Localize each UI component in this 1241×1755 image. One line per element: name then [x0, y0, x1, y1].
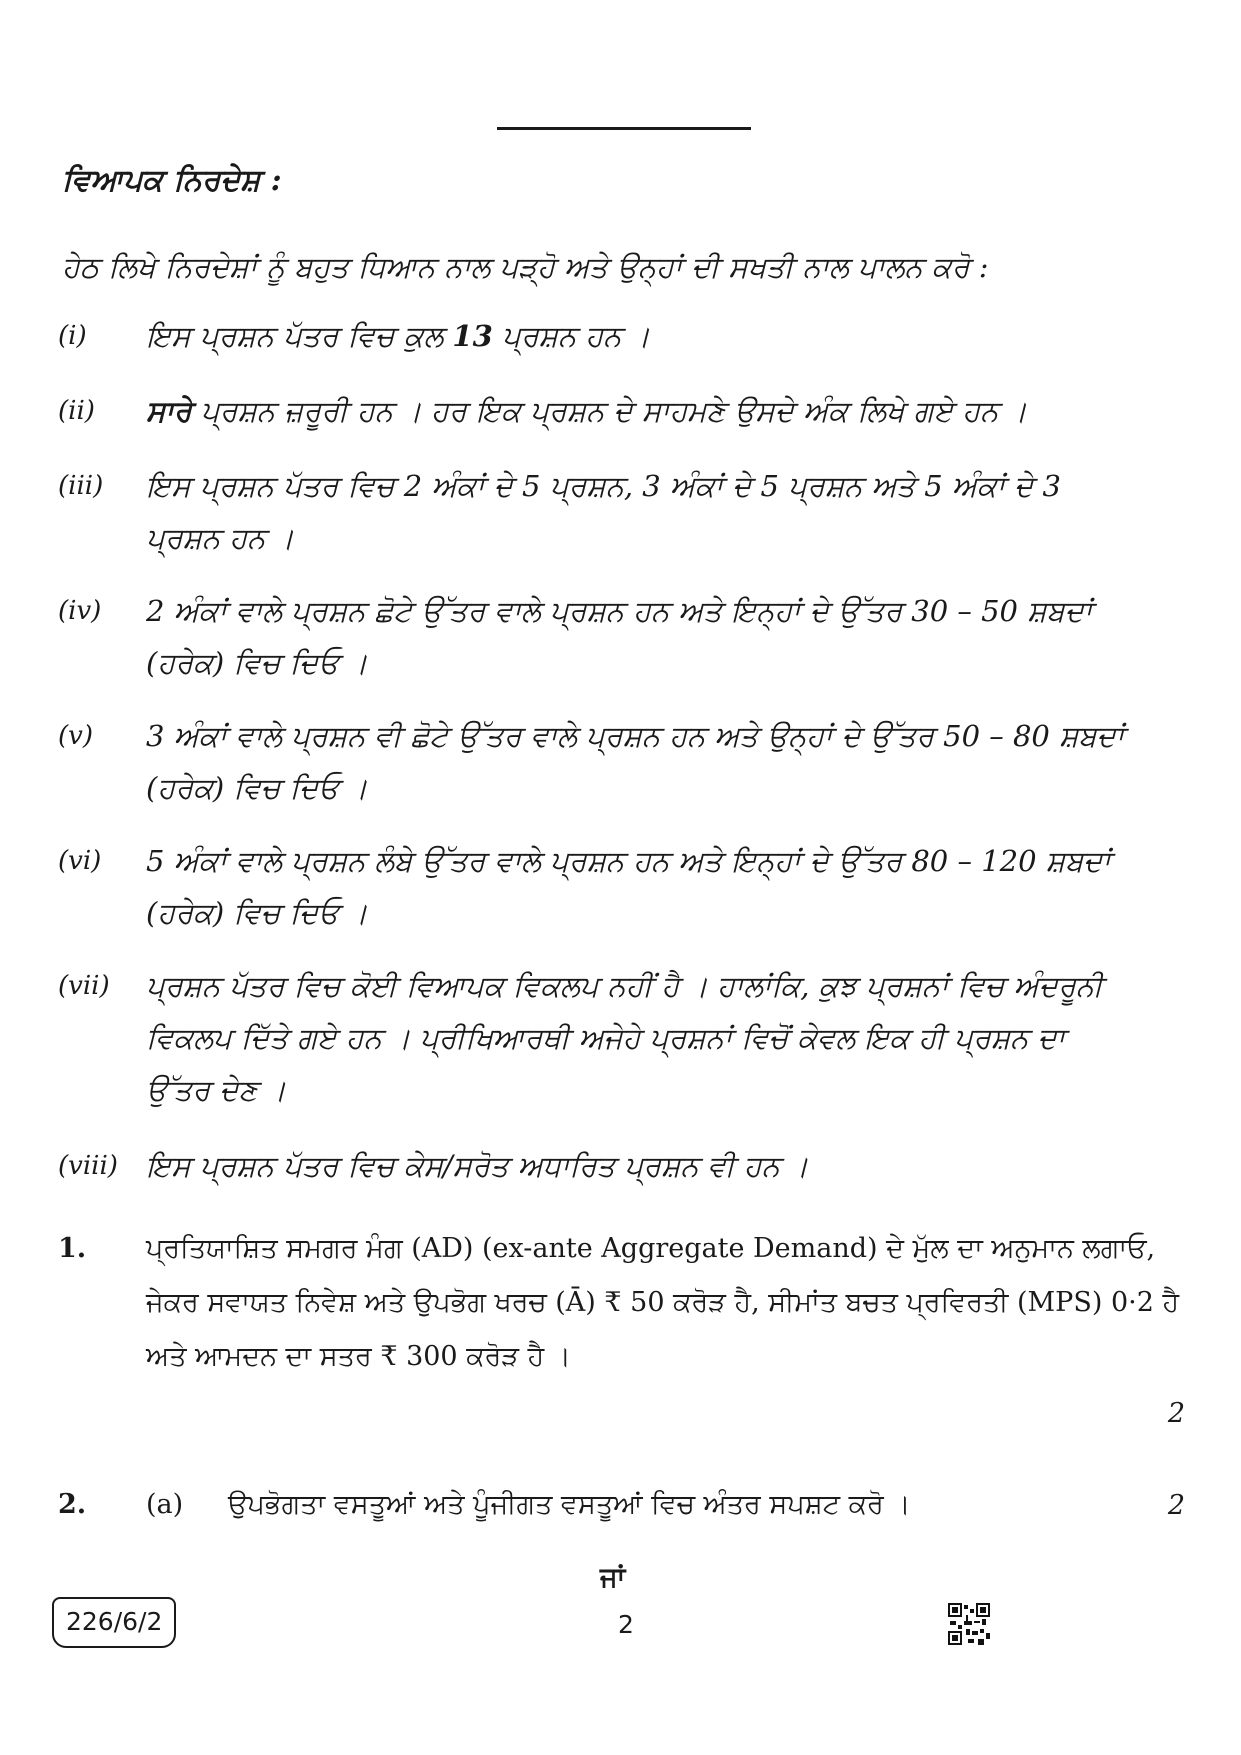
instructions-intro: ਹੇਠ ਲਿਖੇ ਨਿਰਦੇਸ਼ਾਂ ਨੂੰ ਬਹੁਤ ਧਿਆਨ ਨਾਲ ਪੜ੍ਹੋ ਅਤੇ ਉਨ੍ਹਾਂ ਦੀ ਸਖਤੀ ਨਾਲ ਪਾਲਨ ਕਰੋ : — [62, 250, 989, 284]
question-1 — [58, 1222, 1183, 1384]
instruction-4 — [58, 585, 1133, 689]
instruction-text: ਪ੍ਰਸ਼ਨ ਹਨ । — [492, 319, 651, 353]
qr-code-icon — [948, 1603, 990, 1645]
instruction-text: 5 ਅੰਕਾਂ ਵਾਲੇ ਪ੍ਰਸ਼ਨ ਲੰਬੇ ਉੱਤਰ ਵਾਲੇ ਪ੍ਰਸ਼ਨ ਹਨ ਅਤੇ ਇਨ੍ਹਾਂ ਦੇ ਉੱਤਰ 80 – 120 ਸ਼ਬਦਾਂ (ਹਰੇਕ) ਵਿਚ ਦਿਓ । — [146, 844, 1111, 930]
paper-code: 226/6/2 — [52, 1597, 176, 1648]
page-number: 2 — [618, 1610, 634, 1639]
instruction-bold: 13 — [452, 319, 493, 353]
question-2-part-a-label: (a) — [146, 1489, 184, 1520]
instruction-text: 2 ਅੰਕਾਂ ਵਾਲੇ ਪ੍ਰਸ਼ਨ ਛੋਟੇ ਉੱਤਰ ਵਾਲੇ ਪ੍ਰਸ਼ਨ ਹਨ ਅਤੇ ਇਨ੍ਹਾਂ ਦੇ ਉੱਤਰ 30 – 50 ਸ਼ਬਦਾਂ (ਹਰੇਕ) ਵਿਚ ਦਿਓ । — [146, 594, 1093, 680]
instruction-2 — [58, 385, 1133, 437]
instruction-number: (vii) — [58, 971, 110, 1001]
instruction-text: ਇਸ ਪ੍ਰਸ਼ਨ ਪੱਤਰ ਵਿਚ 2 ਅੰਕਾਂ ਦੇ 5 ਪ੍ਰਸ਼ਨ, 3 ਅੰਕਾਂ ਦੇ 5 ਪ੍ਰਸ਼ਨ ਅਤੇ 5 ਅੰਕਾਂ ਦੇ 3 ਪ੍ਰਸ਼ਨ ਹਨ । — [146, 469, 1061, 555]
instruction-number: (v) — [58, 721, 93, 751]
question-number: 1. — [58, 1233, 87, 1264]
instruction-text: 3 ਅੰਕਾਂ ਵਾਲੇ ਪ੍ਰਸ਼ਨ ਵੀ ਛੋਟੇ ਉੱਤਰ ਵਾਲੇ ਪ੍ਰਸ਼ਨ ਹਨ ਅਤੇ ਉਨ੍ਹਾਂ ਦੇ ਉੱਤਰ 50 – 80 ਸ਼ਬਦਾਂ (ਹਰੇਕ) ਵਿਚ ਦਿਓ । — [146, 719, 1124, 805]
instruction-number: (i) — [58, 321, 87, 351]
instructions-heading: ਵਿਆਪਕ ਨਿਰਦੇਸ਼ : — [62, 163, 282, 198]
instruction-text: ਪ੍ਰਸ਼ਨ ਜ਼ਰੂਰੀ ਹਨ । ਹਰ ਇਕ ਪ੍ਰਸ਼ਨ ਦੇ ਸਾਹਮਣੇ ਉਸਦੇ ਅੰਕ ਲਿਖੇ ਗਏ ਹਨ । — [191, 394, 1027, 428]
instruction-number: (iii) — [58, 471, 104, 501]
question-2-part-a-text: ਉਪਭੋਗਤਾ ਵਸਤੂਆਂ ਅਤੇ ਪੂੰਜੀਗਤ ਵਸਤੂਆਂ ਵਿਚ ਅੰਤਰ ਸਪਸ਼ਟ ਕਰੋ । — [228, 1489, 911, 1520]
top-rule — [497, 127, 751, 130]
instruction-text: ਇਸ ਪ੍ਰਸ਼ਨ ਪੱਤਰ ਵਿਚ ਕੇਸ/ਸਰੋਤ ਅਧਾਰਿਤ ਪ੍ਰਸ਼ਨ ਵੀ ਹਨ । — [146, 1149, 809, 1183]
or-separator: ਜਾਂ — [600, 1562, 626, 1593]
question-text: ਪ੍ਰਤਿਯਾਸ਼ਿਤ ਸਮਗਰ ਮੰਗ (AD) (ex-ante Aggregate Demand) ਦੇ ਮੁੱਲ ਦਾ ਅਨੁਮਾਨ ਲਗਾਓ, ਜੇਕਰ ਸਵਾਯਤ ਨਿਵੇਸ਼ ਅਤੇ ਉਪਭੋਗ ਖਰਚ (Ā) ₹ 50 ਕਰੋੜ ਹੈ, ਸੀਮਾਂਤ ਬਚਤ ਪ੍ਰਵਿਰਤੀ (MPS) 0·2 ਹੈ ਅਤੇ ਆਮਦਨ ਦਾ ਸਤਰ ₹ 300 ਕਰੋੜ ਹੈ । — [146, 1233, 1180, 1372]
question-1-marks: 2 — [1167, 1398, 1185, 1429]
instruction-number: (ii) — [58, 396, 95, 426]
instruction-6 — [58, 835, 1133, 939]
instruction-text: ਪ੍ਰਸ਼ਨ ਪੱਤਰ ਵਿਚ ਕੋਈ ਵਿਆਪਕ ਵਿਕਲਪ ਨਹੀਂ ਹੈ । ਹਾਲਾਂਕਿ, ਕੁਝ ਪ੍ਰਸ਼ਨਾਂ ਵਿਚ ਅੰਦਰੂਨੀ ਵਿਕਲਪ ਦਿੱਤੇ ਗਏ ਹਨ । ਪ੍ਰੀਖਿਆਰਥੀ ਅਜੇਹੇ ਪ੍ਰਸ਼ਨਾਂ ਵਿਚੋਂ ਕੇਵਲ ਇਕ ਹੀ ਪ੍ਰਸ਼ਨ ਦਾ ਉੱਤਰ ਦੇਣ । — [146, 969, 1103, 1107]
instruction-text: ਇਸ ਪ੍ਰਸ਼ਨ ਪੱਤਰ ਵਿਚ ਕੁਲ — [146, 319, 453, 353]
instruction-8 — [58, 1140, 1133, 1192]
instruction-1 — [58, 310, 1133, 362]
instruction-number: (iv) — [58, 596, 102, 626]
question-number: 2. — [58, 1489, 87, 1520]
question-2-marks: 2 — [1167, 1490, 1185, 1521]
instruction-number: (vi) — [58, 846, 102, 876]
instruction-bold: ਸਾਰੇ — [146, 394, 192, 428]
instruction-number: (viii) — [58, 1151, 118, 1181]
instruction-7 — [58, 960, 1133, 1116]
instruction-5 — [58, 710, 1133, 814]
instruction-3 — [58, 460, 1133, 564]
